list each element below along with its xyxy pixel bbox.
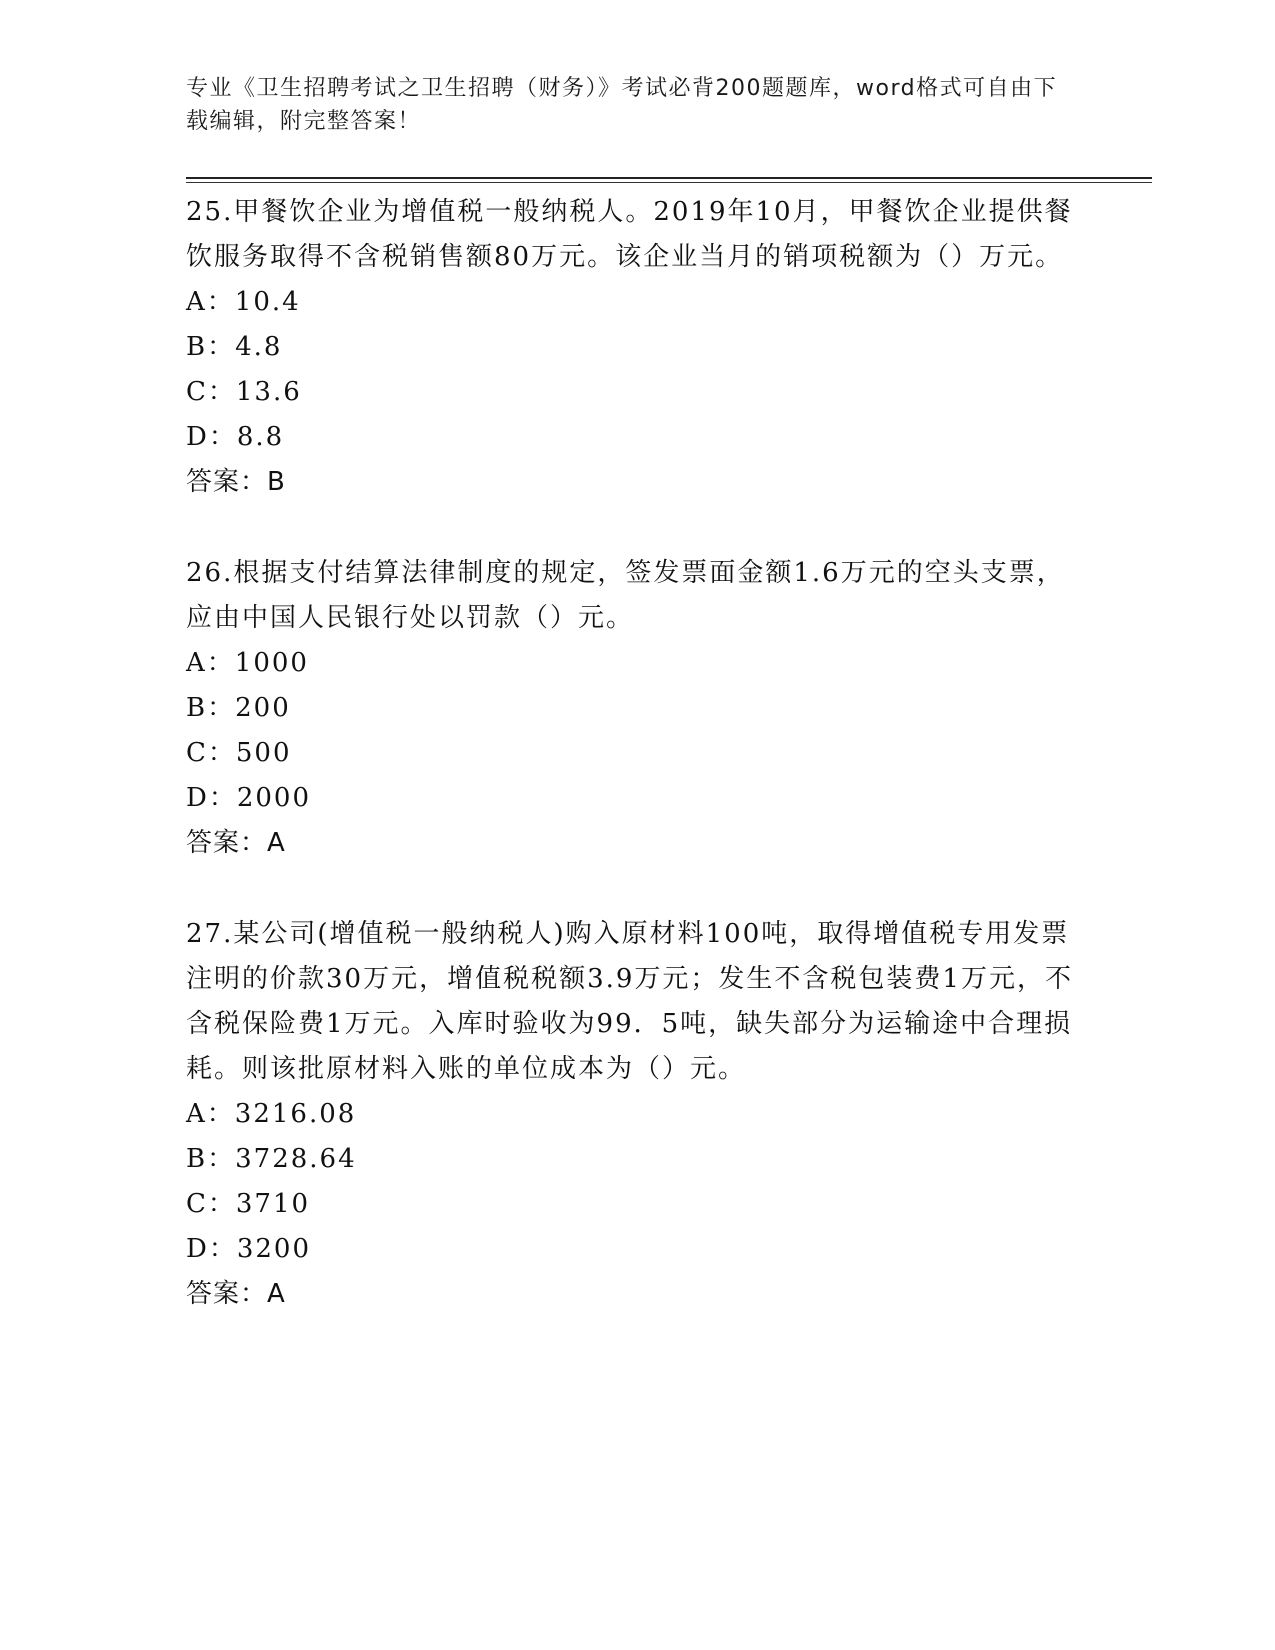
header-divider-thin	[186, 182, 1152, 183]
question-stem: 25.甲餐饮企业为增值税一般纳税人。2019年10月，甲餐饮企业提供餐饮服务取得不含税销售额80万元。该企业当月的销项税额为（）万元。	[186, 197, 1073, 272]
option-a: A：3216.08	[186, 1099, 357, 1129]
question-25	[186, 190, 1076, 505]
question-stem: 27.某公司(增值税一般纳税人)购入原材料100吨，取得增值税专用发票注明的价款30万元，增值税税额3.9万元；发生不含税包装费1万元，不含税保险费1万元。入库时验收为99．5吨，缺失部分为运输途中合理损耗。则该批原材料入账的单位成本为（）元。	[186, 919, 1073, 1084]
option-b: B：4.8	[186, 332, 283, 362]
question-27	[186, 912, 1076, 1317]
option-b: B：200	[186, 693, 291, 723]
option-c: C：13.6	[186, 377, 302, 407]
option-b: B：3728.64	[186, 1144, 357, 1174]
option-a: A：1000	[186, 648, 309, 678]
question-stem: 26.根据支付结算法律制度的规定，签发票面金额1.6万元的空头支票，应由中国人民银行处以罚款（）元。	[186, 558, 1065, 633]
answer-line: 答案：A	[186, 1279, 286, 1309]
answer-line: 答案：B	[186, 467, 286, 497]
answer-line: 答案：A	[186, 828, 286, 858]
option-c: C：3710	[186, 1189, 311, 1219]
option-c: C：500	[186, 738, 292, 768]
option-d: D：3200	[186, 1234, 312, 1264]
question-list	[186, 190, 1076, 1317]
document-header: 专业《卫生招聘考试之卫生招聘（财务）》考试必背200题题库，word格式可自由下载编辑，附完整答案！	[186, 76, 1058, 134]
option-a: A：10.4	[186, 287, 301, 317]
option-d: D：8.8	[186, 422, 285, 452]
option-d: D：2000	[186, 783, 312, 813]
question-26	[186, 551, 1076, 866]
header-divider-thick	[186, 177, 1152, 179]
